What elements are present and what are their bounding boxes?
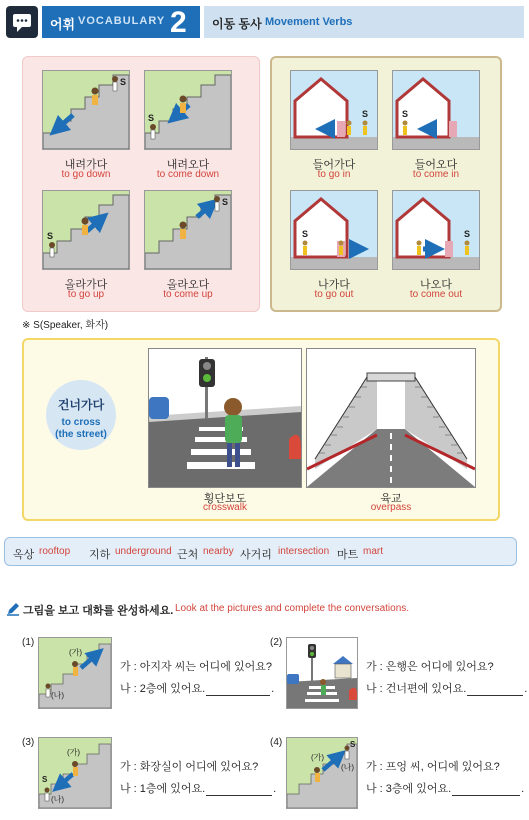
- instruction-ko: 그림을 보고 대화를 완성하세요.: [23, 605, 174, 617]
- stairs-illustration: [42, 190, 130, 270]
- vocab-en: underground: [115, 546, 172, 557]
- house-caption-ko: 들어오다: [414, 159, 458, 171]
- chat-icon: [6, 6, 38, 38]
- exercise-illustration: [38, 737, 112, 809]
- stairs-caption-en: to go up: [67, 289, 105, 300]
- overpass-caption-en: overpass: [370, 502, 412, 513]
- lesson-header: [0, 0, 529, 42]
- house-caption-ko: 나오다: [420, 279, 452, 291]
- svg-text:(가): (가): [311, 753, 325, 762]
- instruction-en: Look at the pictures and complete the conversations.: [175, 603, 410, 614]
- dialogue-line: 나 : 1층에 있어요. .: [120, 783, 277, 795]
- svg-text:(가): (가): [69, 648, 83, 657]
- exercise-illustration: [286, 737, 358, 809]
- stairs-caption-en: to go down: [61, 169, 111, 180]
- svg-text:S: S: [464, 229, 471, 239]
- vocab-ko: 지하: [89, 549, 111, 561]
- exercise-number: (1): [22, 637, 35, 648]
- vocab-en: nearby: [203, 546, 234, 557]
- answer-blank[interactable]: [452, 785, 520, 796]
- header-label-ko: 어휘: [50, 17, 76, 32]
- stairs-caption-ko: 내려가다: [64, 159, 108, 171]
- vocab-ko: 근처: [177, 549, 199, 561]
- stairs-caption-en: to come down: [156, 169, 220, 180]
- house-illustration: [392, 70, 480, 150]
- exercise-number: (2): [270, 637, 283, 648]
- section-title-ko: 이동 동사: [212, 17, 262, 31]
- svg-text:S: S: [402, 109, 409, 119]
- house-caption-en: to go in: [317, 169, 351, 180]
- crosswalk-caption-ko: 횡단보도: [203, 493, 247, 505]
- dialogue-line: 가 : 은행은 어디에 있어요?: [366, 661, 494, 673]
- exercise-illustration: [286, 637, 358, 709]
- vocab-en: rooftop: [39, 546, 71, 557]
- cross-label-en: to cross (the street): [55, 417, 107, 440]
- answer-blank[interactable]: [206, 785, 272, 796]
- svg-text:(가): (가): [67, 748, 81, 757]
- house-caption-en: to go out: [314, 289, 354, 300]
- stairs-caption-ko: 내려오다: [166, 159, 210, 171]
- header-label-en: VOCABULARY: [78, 15, 166, 27]
- vocab-ko: 옥상: [13, 549, 35, 561]
- house-illustration: [392, 190, 480, 270]
- vocab-bar: [4, 537, 517, 566]
- crosswalk-caption-en: crosswalk: [203, 502, 247, 513]
- vocab-ko: 마트: [337, 549, 359, 561]
- speaker-note: ※ S(Speaker, 화자): [22, 320, 109, 331]
- vocab-ko: 사거리: [240, 549, 272, 561]
- vocab-en: intersection: [278, 546, 330, 557]
- svg-text:(나): (나): [51, 691, 65, 700]
- stairs-caption-ko: 올라오다: [166, 279, 210, 291]
- svg-text:S: S: [362, 109, 369, 119]
- stairs-caption-en: to come up: [163, 289, 213, 300]
- house-caption-ko: 나가다: [318, 279, 350, 291]
- svg-text:S: S: [302, 229, 309, 239]
- dialogue-line: 나 : 건너편에 있어요. .: [366, 683, 528, 695]
- stairs-caption-ko: 올라가다: [64, 279, 108, 291]
- exercise-number: (4): [270, 737, 283, 748]
- answer-blank[interactable]: [467, 685, 523, 696]
- house-caption-en: to come in: [412, 169, 460, 180]
- house-illustration: [290, 190, 378, 270]
- overpass-caption-ko: 육교: [380, 493, 402, 505]
- house-caption-en: to come out: [409, 289, 463, 300]
- stairs-illustration: [144, 190, 232, 270]
- dialogue-line: 나 : 3층에 있어요. .: [366, 783, 525, 795]
- overpass-illustration: [306, 348, 476, 488]
- dialogue-line: 가 : 아지자 씨는 어디에 있어요?: [120, 661, 272, 673]
- house-illustration: [290, 70, 378, 150]
- svg-text:(나): (나): [51, 795, 65, 804]
- stairs-illustration: [144, 70, 232, 150]
- vocab-en: mart: [363, 546, 383, 557]
- svg-text:(나): (나): [341, 763, 355, 772]
- crosswalk-illustration: [148, 348, 302, 488]
- svg-text:S: S: [120, 77, 127, 87]
- svg-text:S: S: [222, 197, 229, 207]
- cross-label-ko: 건너가다: [57, 398, 105, 412]
- section-number: 2: [170, 6, 187, 39]
- stairs-illustration: [42, 70, 130, 150]
- svg-text:S: S: [42, 775, 48, 784]
- dialogue-line: 나 : 2층에 있어요. .: [120, 683, 275, 695]
- pencil-icon: [6, 602, 20, 621]
- section-title-en: Movement Verbs: [265, 16, 353, 28]
- exercise-illustration: [38, 637, 112, 709]
- svg-text:S: S: [148, 113, 155, 123]
- svg-text:S: S: [350, 740, 356, 749]
- dialogue-line: 가 : 프엉 씨, 어디에 있어요?: [366, 761, 500, 773]
- exercise-number: (3): [22, 737, 35, 748]
- answer-blank[interactable]: [206, 685, 270, 696]
- dialogue-line: 가 : 화장실이 어디에 있어요?: [120, 761, 259, 773]
- house-caption-ko: 들어가다: [312, 159, 356, 171]
- svg-text:S: S: [47, 231, 54, 241]
